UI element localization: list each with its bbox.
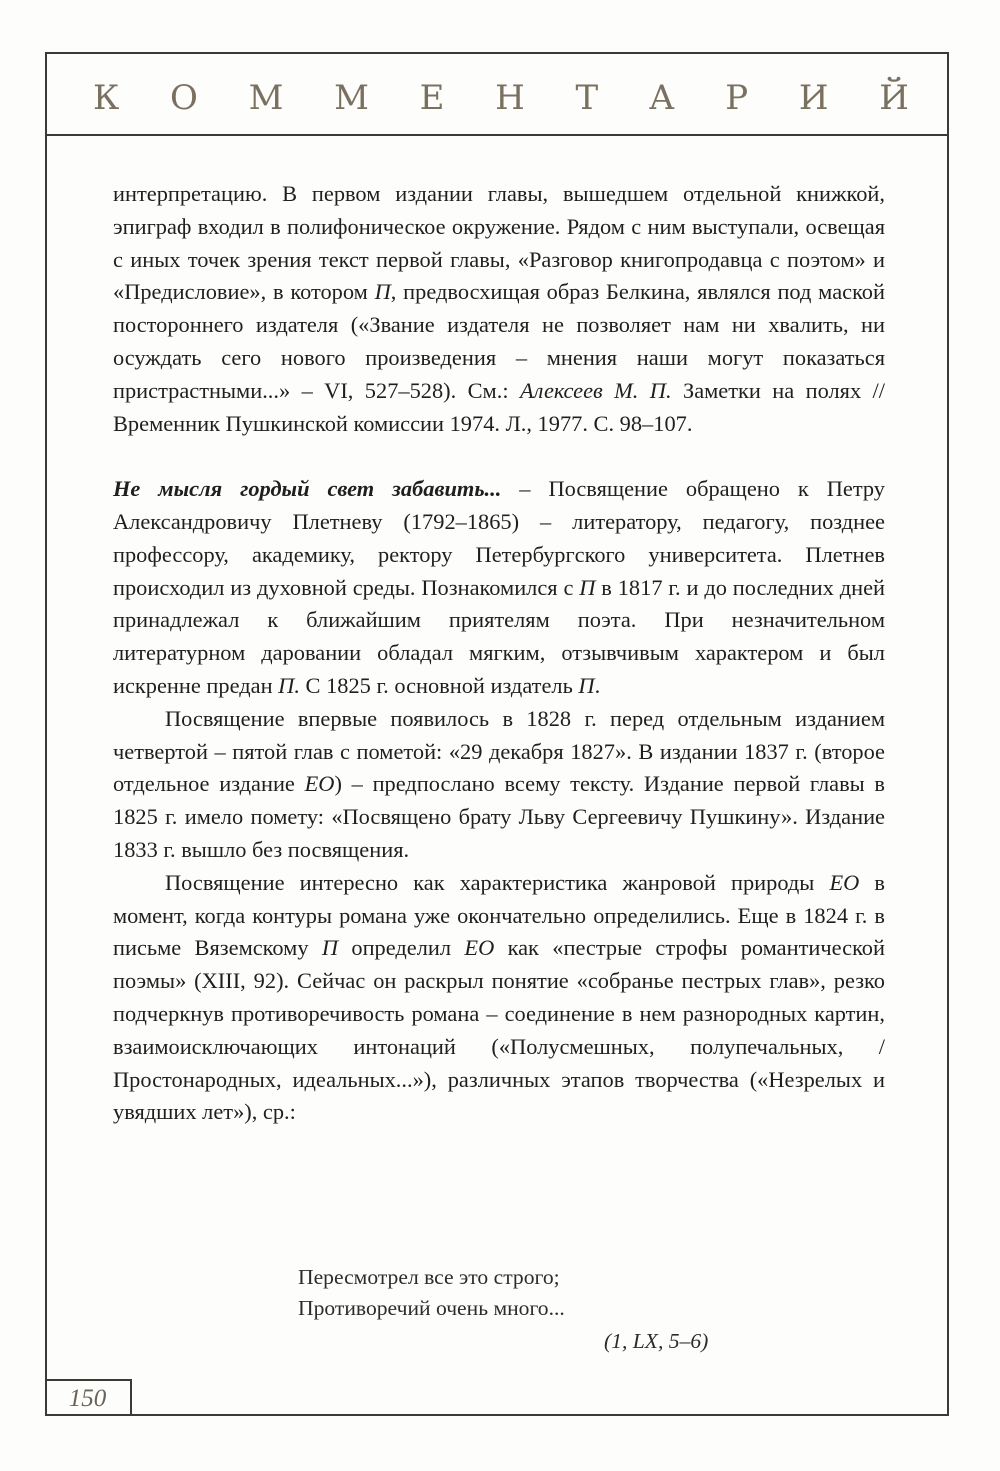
running-head-letter: Е bbox=[419, 78, 445, 118]
running-head-letter: М bbox=[334, 78, 369, 118]
verse-quote bbox=[298, 1262, 565, 1324]
cited-author: Алексеев М. П. bbox=[519, 377, 672, 403]
abbrev-onegin: ЕО bbox=[464, 935, 495, 961]
verse-line: Противоречий очень много... bbox=[298, 1296, 565, 1320]
running-head-letter: О bbox=[170, 78, 198, 118]
abbrev-pushkin: П bbox=[578, 672, 595, 698]
text-run: ) – предпослано всему тексту. Издание первой главы в 1825 г. имело помету: «Посвящено брату Льву Сергеевичу Пушкину». Издание 1833 г. вышло без посвящения. bbox=[113, 771, 885, 862]
running-head-letter: К bbox=[93, 78, 120, 118]
text-run: Посвящение впервые появилось в 1828 г. перед отдельным изданием четвертой – пятой глав с пометой: «29 декабря 1827». В издании 1837 г. (второе отдельное издание bbox=[113, 705, 885, 797]
text-run: С 1825 г. основной издатель bbox=[299, 672, 579, 698]
abbrev-pushkin: П bbox=[579, 574, 596, 600]
text-run: – Посвящение обращено к Петру Александровичу Плетневу (1792–1865) – литератору, педагогу, позднее профессору, академику, ректору Петербургского университета. Плетнев происходил из духовной среды. Познакомился с bbox=[113, 476, 886, 600]
running-head-letter: Р bbox=[725, 78, 749, 118]
abbrev-onegin: ЕО bbox=[829, 869, 860, 895]
paragraph-2 bbox=[113, 473, 885, 703]
text-run: Заметки на полях // Временник Пушкинской комиссии 1974. Л., 1977. С. 98–107. bbox=[113, 377, 885, 436]
text-run: в 1817 г. и до последних дней принадлежал к ближайшим приятелям поэта. При незначительном литературном даровании обладал мягким, отзывчивым характером и был искренне предан bbox=[113, 574, 885, 698]
verse-reference: (1, LX, 5–6) bbox=[604, 1329, 709, 1353]
commentary-body bbox=[113, 178, 885, 1129]
header-rule bbox=[47, 134, 947, 136]
paragraph-3 bbox=[113, 703, 885, 867]
text-run: интерпретацию. В первом издании главы, вышедшем отдельной книжкой, эпиграф входил в полифоническое окружение. Рядом с ним выступали, освещая с иных точек зрения текст первой главы, «Разговор книгопродавца с поэтом» и «Предисловие», в котором bbox=[113, 181, 885, 305]
abbrev-onegin: ЕО bbox=[304, 771, 335, 797]
running-head-letter: Т bbox=[575, 78, 599, 118]
text-run: определил bbox=[338, 935, 465, 961]
paragraph-1 bbox=[113, 178, 885, 440]
lemma-heading: Не мысля гордый свет забавить... bbox=[113, 476, 502, 502]
text-run: . bbox=[594, 672, 601, 698]
running-head-letter: А bbox=[648, 78, 675, 118]
paragraph-4 bbox=[113, 867, 885, 1129]
abbrev-pushkin: П bbox=[321, 935, 339, 961]
text-run: Посвящение интересно как характеристика жанровой природы bbox=[165, 869, 830, 895]
abbrev-pushkin: П. bbox=[278, 672, 300, 698]
page-number: 150 bbox=[45, 1379, 132, 1416]
running-head-letter: Н bbox=[495, 78, 525, 118]
running-head-letter: И bbox=[798, 78, 829, 118]
text-run: как «пестрые строфы романтической поэмы» (XIII, 92). Сейчас он раскрыл понятие «собранье пестрых глав», резко подчеркнув противоречивость романа – соединение в нем разнородных картин, взаимоисключающих интонаций («Полусмешных, полупечальных, / Простонародных, идеальных...»), различных этапов творчества («Незрелых и увядших лет»), ср.: bbox=[113, 935, 885, 1125]
text-run: , предвосхищая образ Белкина, являлся под маской постороннего издателя («Звание издателя не позволяет нам ни хвалить, ни осуждать сего нового произведения – мнения наши могут показаться пристрастными...» – VI, 527–528). См.: bbox=[113, 279, 885, 403]
abbrev-pushkin: П bbox=[374, 279, 391, 305]
running-head-letter: М bbox=[248, 78, 284, 118]
verse-line: Пересмотрел все это строго; bbox=[298, 1265, 560, 1289]
running-head-letter: Й bbox=[879, 78, 909, 118]
text-run: в момент, когда контуры романа уже окончательно определились. Еще в 1824 г. в письме Вяземскому bbox=[113, 869, 885, 961]
running-head bbox=[47, 68, 947, 128]
